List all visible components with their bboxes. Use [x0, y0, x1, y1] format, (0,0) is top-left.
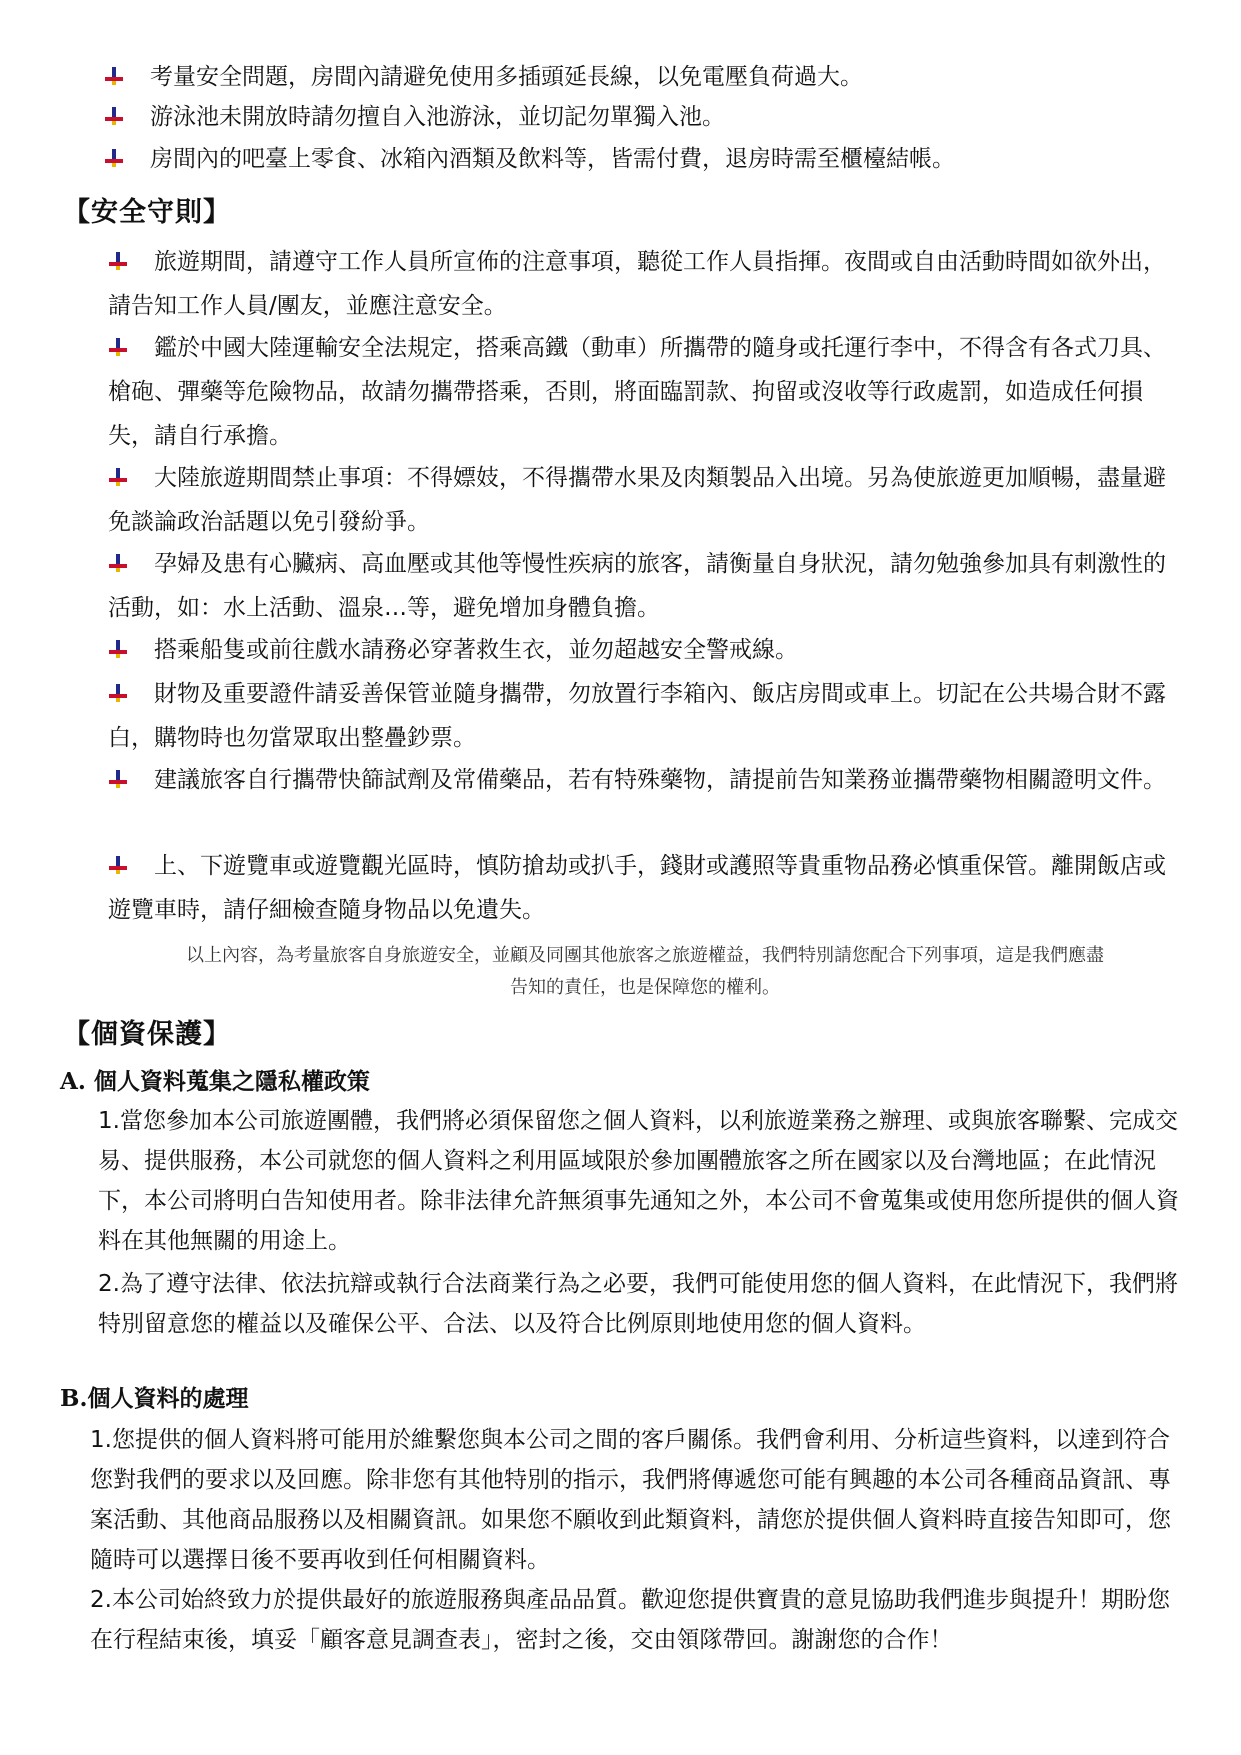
safety-item-text: 旅遊期間，請遵守工作人員所宣佈的注意事項，聽從工作人員指揮。夜間或自由活動時間如欲外出，請告知工作人員/團友，並應注意安全。 [108, 249, 1166, 319]
bullet-icon [108, 467, 128, 487]
section-a-title: A. 個人資料蒐集之隱私權政策 [60, 1068, 370, 1095]
safety-item [108, 844, 1178, 932]
section-b-paragraph-1: 1.您提供的個人資料將可能用於維繫您與本公司之間的客戶關係。我們會利用、分析這些資料，以達到符合您對我們的要求以及回應。除非您有其他特別的指示，我們將傳遞您可能有興趣的本公司各種商品資訊、專案活動、其他商品服務以及相關資訊。如果您不願收到此類資料，請您於提供個人資料時直接告知即可，您隨時可以選擇日後不要再收到任何相關資料。 [90, 1427, 1171, 1573]
section-b-title: B.個人資料的處理 [60, 1385, 249, 1412]
safety-item [108, 672, 1178, 760]
safety-item [108, 542, 1178, 630]
section-heading-privacy: 【個資保護】 [63, 1019, 231, 1050]
safety-item-text: 財物及重要證件請妥善保管並隨身攜帶，勿放置行李箱內、飯店房間或車上。切記在公共場合財不露白，購物時也勿當眾取出整疊鈔票。 [108, 681, 1166, 751]
bullet-text: 房間內的吧臺上零食、冰箱內酒類及飲料等，皆需付費，退房時需至櫃檯結帳。 [150, 146, 955, 172]
section-b-paragraph-2: 2.本公司始終致力於提供最好的旅遊服務與產品品質。歡迎您提供寶貴的意見協助我們進步與提升！期盼您在行程結束後，填妥「顧客意見調查表」，密封之後，交由領隊帶回。謝謝您的合作！ [90, 1587, 1170, 1653]
bullet-icon [108, 683, 128, 703]
safety-note-line: 告知的責任，也是保障您的權利。 [510, 977, 780, 998]
safety-item [108, 758, 1178, 802]
bullet-icon [104, 106, 124, 126]
section-heading-safety: 【安全守則】 [63, 197, 231, 228]
bullet-item [104, 102, 725, 132]
safety-item-text: 鑑於中國大陸運輸安全法規定，搭乘高鐵（動車）所攜帶的隨身或托運行李中，不得含有各式刀具、槍砲、彈藥等危險物品，故請勿攜帶搭乘，否則，將面臨罰款、拘留或沒收等行政處罰，如造成任何損失，請自行承擔。 [108, 335, 1166, 449]
safety-item [108, 628, 1178, 672]
safety-item [108, 456, 1178, 544]
safety-item-text: 大陸旅遊期間禁止事項：不得嫖妓，不得攜帶水果及肉類製品入出境。另為使旅遊更加順暢，盡量避免談論政治話題以免引發紛爭。 [108, 465, 1166, 535]
safety-item-text: 搭乘船隻或前往戲水請務必穿著救生衣，並勿超越安全警戒線。 [154, 637, 798, 663]
safety-item [108, 326, 1178, 458]
safety-item-text: 孕婦及患有心臟病、高血壓或其他等慢性疾病的旅客，請衡量自身狀況，請勿勉強參加具有刺激性的活動，如：水上活動、溫泉…等，避免增加身體負擔。 [108, 551, 1166, 621]
bullet-icon [108, 553, 128, 573]
bullet-text: 游泳池未開放時請勿擅自入池游泳，並切記勿單獨入池。 [150, 104, 725, 130]
section-a-paragraph-1: 1.當您參加本公司旅遊團體，我們將必須保留您之個人資料，以利旅遊業務之辦理、或與旅客聯繫、完成交易、提供服務，本公司就您的個人資料之利用區域限於參加團體旅客之所在國家以及台灣地區；在此情況下，本公司將明白告知使用者。除非法律允許無須事先通知之外，本公司不會蒐集或使用您所提供的個人資料在其他無關的用途上。 [98, 1108, 1179, 1254]
bullet-icon [108, 855, 128, 875]
bullet-icon [108, 251, 128, 271]
bullet-text: 考量安全問題，房間內請避免使用多插頭延長線，以免電壓負荷過大。 [150, 64, 863, 90]
bullet-icon [104, 148, 124, 168]
bullet-icon [108, 337, 128, 357]
bullet-icon [104, 66, 124, 86]
safety-note-line: 以上內容，為考量旅客自身旅遊安全，並顧及同團其他旅客之旅遊權益，我們特別請您配合下列事項，這是我們應盡 [186, 945, 1104, 966]
bullet-item [104, 144, 955, 174]
safety-item-text: 建議旅客自行攜帶快篩試劑及常備藥品，若有特殊藥物，請提前告知業務並攜帶藥物相關證明文件。 [154, 767, 1166, 793]
section-a-paragraph-2: 2.為了遵守法律、依法抗辯或執行合法商業行為之必要，我們可能使用您的個人資料，在此情況下，我們將特別留意您的權益以及確保公平、合法、以及符合比例原則地使用您的個人資料。 [98, 1271, 1178, 1337]
bullet-icon [108, 769, 128, 789]
bullet-icon [108, 639, 128, 659]
safety-item-text: 上、下遊覽車或遊覽觀光區時，慎防搶劫或扒手，錢財或護照等貴重物品務必慎重保管。離開飯店或遊覽車時，請仔細檢查隨身物品以免遺失。 [108, 853, 1166, 923]
safety-item [108, 240, 1178, 328]
safety-note [100, 940, 1190, 1004]
bullet-item [104, 62, 863, 92]
